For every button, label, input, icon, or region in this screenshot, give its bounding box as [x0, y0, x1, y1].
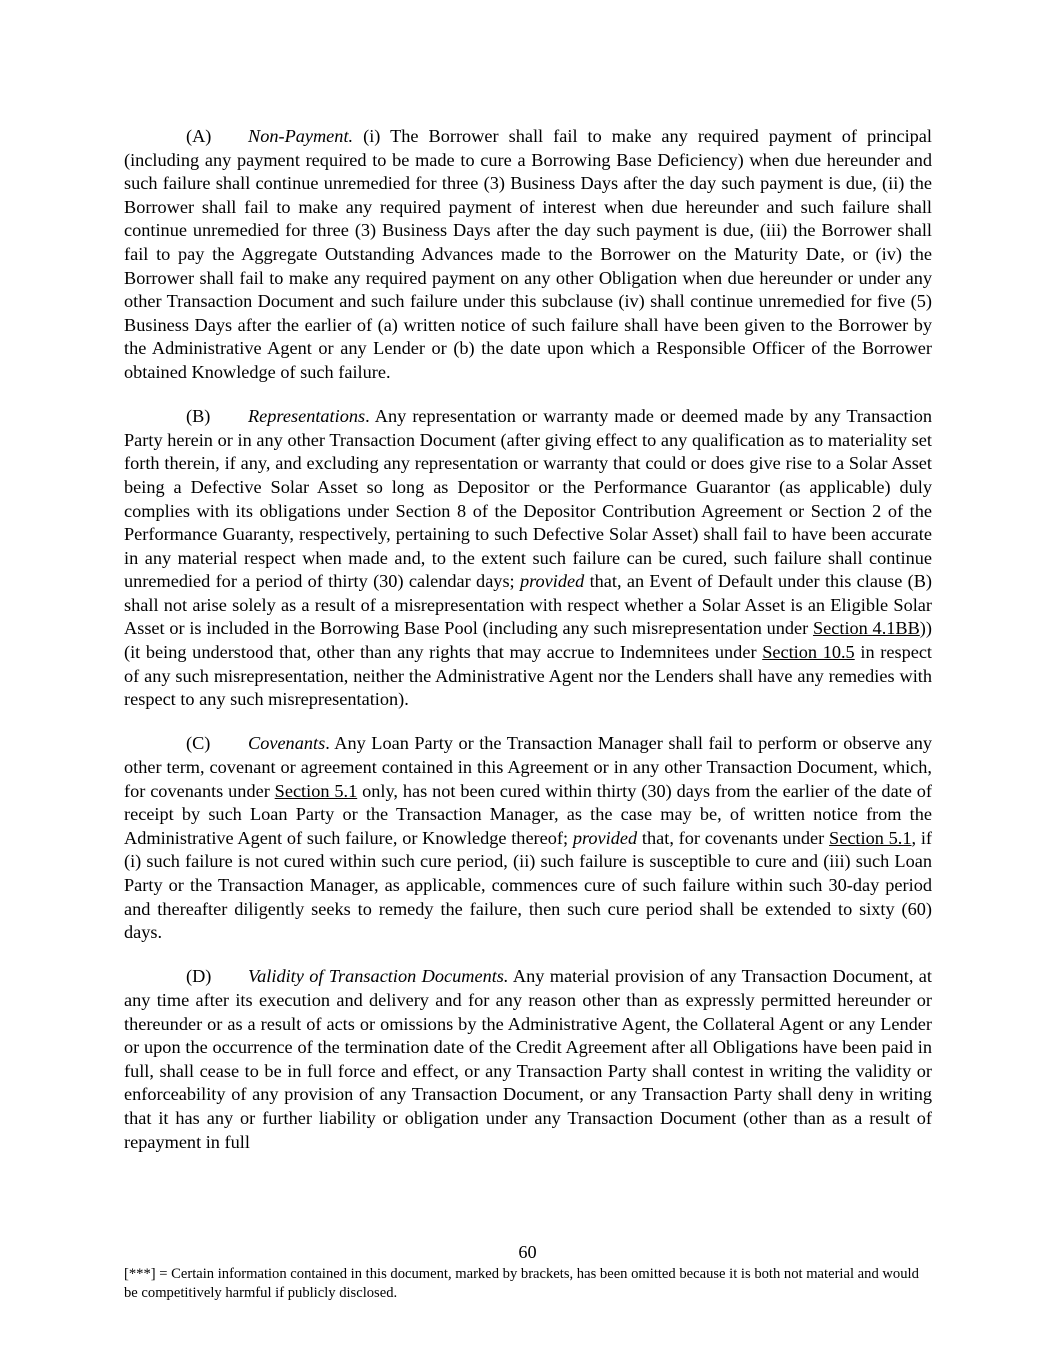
section-a-title: Non-Payment. — [248, 126, 354, 146]
section-c-text-2: only, has not been cured within thirty (30) days from the earlier of the date of receipt by such Loan Party or the Transaction Manager, as the case may be, of written notice from the Administrative Agent of such failure, or Knowledge thereof; — [124, 780, 932, 848]
section-d-text: Any material provision of any Transaction Document, at any time after its execution and delivery and for any reason other than as expressly permitted hereunder or thereunder or as a result of acts or omissions by the Administrative Agent, the Collateral Agent or any Lender or upon the occurrence of the termination date of the Credit Agreement after all Obligations have been paid in full, shall cease to be in full force and effect, or any Transaction Party shall contest in writing the validity or enforceability of any provision of any Transaction Document, or any Transaction Party shall deny in writing that it has any or further liability or obligation under any Transaction Document (other than as a result of repayment in full — [124, 966, 932, 1152]
section-4-1bb-reference: Section 4.1BB — [812, 618, 920, 639]
section-b-provided: provided — [519, 571, 585, 592]
section-10-5-reference: Section 10.5 — [762, 642, 855, 663]
section-5-1-reference-2: Section 5.1 — [829, 827, 912, 848]
section-b-number: (B) — [186, 406, 211, 427]
document-body — [124, 125, 932, 1154]
section-c-paragraph — [124, 732, 932, 944]
section-c-number: (C) — [186, 733, 211, 754]
section-a-paragraph — [124, 125, 932, 385]
section-c-text-4: , if (i) such failure is not cured within such cure period, (ii) such failure is susceptible to cure and (iii) such Loan Party or the Transaction Manager, as applicable, commences cure of such failure within such 30-day period and thereafter diligently seeks to remedy the failure, then such cure period shall be extended to sixty (60) days. — [124, 827, 933, 943]
section-b-text-1: . Any representation or warranty made or deemed made by any Transaction Party herein or in any other Transaction Document (after giving effect to any qualification as to materiality set forth therein, if any, and excluding any representation or warranty that could or does give rise to a Solar Asset being a Defective Solar Asset so long as Depositor or the Performance Guarantor (as applicable) duly complies with its obligations under Section 8 of the Depositor Contribution Agreement or Section 2 of the Performance Guaranty, respectively, pertaining to such Defective Solar Asset) shall fail to have been accurate in any material respect when made and, to the extent such failure can be cured, such failure shall continue unremedied for a period of thirty (30) calendar days; — [124, 406, 932, 592]
section-b-text-2: that, an Event of Default under this clause (B) shall not arise solely as a result of a misrepresentation with respect whether a Solar Asset is an Eligible Solar Asset or is included in the Borrowing Base Pool (including any such misrepresentation under — [124, 571, 933, 639]
section-b-text-4: in respect of any such misrepresentation, neither the Administrative Agent nor the Lenders shall have any remedies with respect to any such misrepresentation). — [124, 642, 933, 710]
section-5-1-reference: Section 5.1 — [274, 780, 358, 801]
section-a-number: (A) — [186, 126, 212, 146]
section-c-title: Covenants — [248, 733, 326, 754]
section-d-paragraph — [124, 965, 932, 1154]
section-c-text-3: that, for covenants under — [637, 827, 830, 848]
section-d-number: (D) — [186, 966, 212, 987]
page-number: 60 — [518, 1242, 537, 1262]
section-b-text-3: )) (it being understood that, other than any rights that may accrue to Indemnitees under — [124, 618, 932, 663]
confidentiality-footnote: [***] = Certain information contained in this document, marked by brackets, has been omitted because it is both not material and would be competitively harmful if publicly disclosed. — [124, 1266, 919, 1301]
section-a-text: (i) The Borrower shall fail to make any required payment of principal (including any payment required to be made to cure a Borrowing Base Deficiency) when due hereunder and such failure shall continue unremedied for three (3) Business Days after the day such payment is due, (ii) the Borrower shall fail to make any required payment of interest when due hereunder and such failure shall continue unremedied for three (3) Business Days after the day such payment is due, (iii) the Borrower shall fail to pay the Aggregate Outstanding Advances made to the Borrower on the Maturity Date, or (iv) the Borrower shall fail to make any required payment on any other Obligation when due hereunder or under any other Transaction Document and such failure under this subclause (iv) shall continue unremedied for five (5) Business Days after the earlier of (a) written notice of such failure shall have been given to the Borrower by the Administrative Agent or any Lender or (b) the date upon which a Responsible Officer of the Borrower obtained Knowledge of such failure. — [124, 126, 932, 382]
section-d-title: Validity of Transaction Documents. — [248, 966, 509, 987]
section-c-provided: provided — [572, 827, 638, 848]
section-b-title: Representations — [248, 406, 366, 427]
section-c-text-1: . Any Loan Party or the Transaction Manager shall fail to perform or observe any other term, covenant or agreement contained in this Agreement or in any other Transaction Document, which, for covenants under — [124, 733, 932, 801]
section-b-paragraph — [124, 405, 932, 712]
